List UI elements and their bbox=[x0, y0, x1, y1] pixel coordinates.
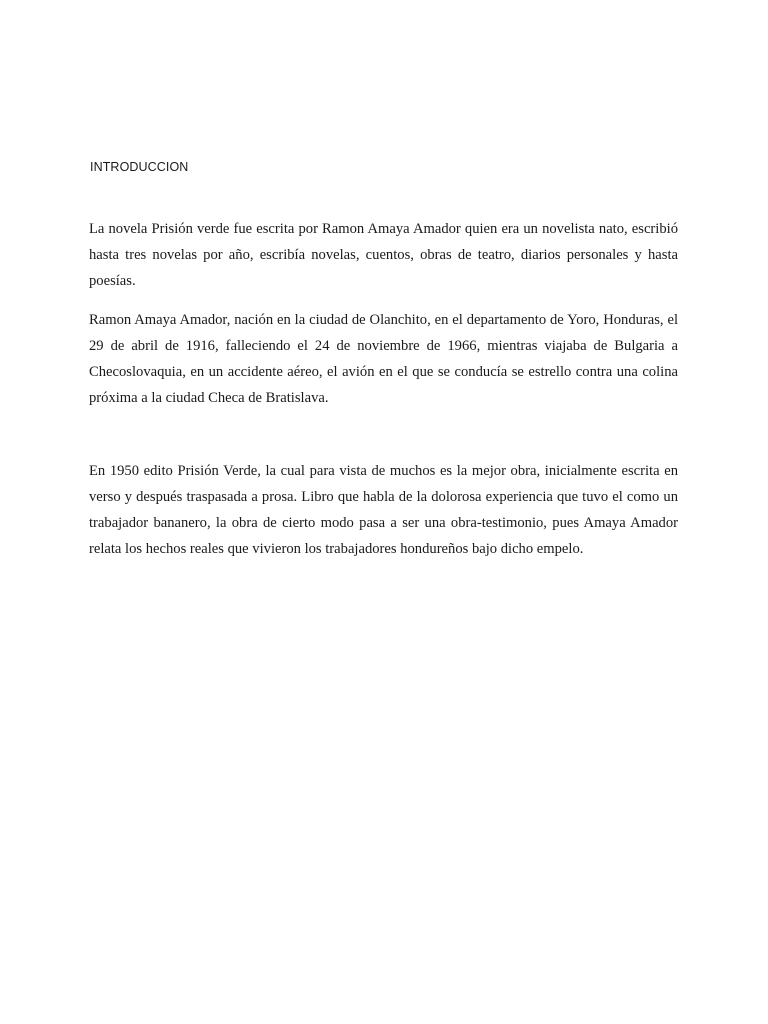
paragraph-prision-verde: En 1950 edito Prisión Verde, la cual para vista de muchos es la mejor obra, inicialmente escrita en verso y después traspasada a prosa. Libro que habla de la dolorosa experiencia que tuvo el como un trabajador bananero, la obra de cierto modo pasa a ser una obra-testimonio, pues Amaya Amador relata los hechos reales que vivieron los trabajadores hondureños bajo dicho empelo. bbox=[89, 463, 678, 557]
paragraph-biography: Ramon Amaya Amador, nación en la ciudad de Olanchito, en el departamento de Yoro, Honduras, el 29 de abril de 1916, falleciendo el 24 de noviembre de 1966, mientras viajaba de Bulgaria a Checoslovaquia, en un accidente aéreo, el avión en el que se conducía se estrello contra una colina próxima a la ciudad Checa de Bratislava. bbox=[89, 312, 678, 406]
paragraph-intro: La novela Prisión verde fue escrita por Ramon Amaya Amador quien era un novelista nato, escribió hasta tres novelas por año, escribía novelas, cuentos, obras de teatro, diarios personales y hasta poesías. bbox=[89, 221, 678, 289]
document-heading: INTRODUCCION bbox=[90, 160, 189, 174]
